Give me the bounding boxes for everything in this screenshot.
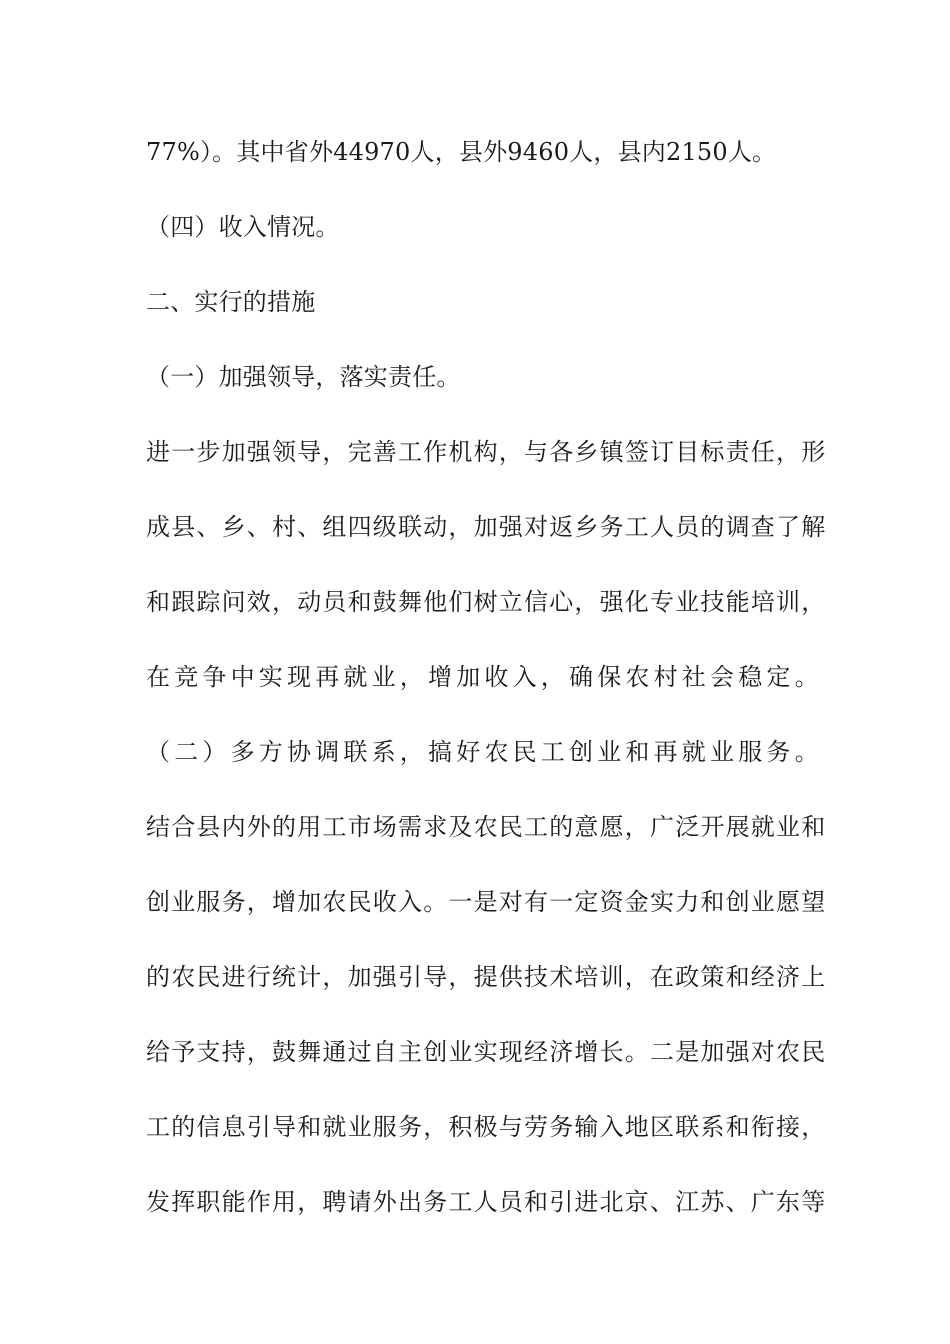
text-line: 和跟踪问效，动员和鼓舞他们树立信心，强化专业技能培训， bbox=[146, 588, 827, 616]
text-line: 工的信息引导和就业服务，积极与劳务输入地区联系和衔接， bbox=[146, 1113, 827, 1141]
text-line: 成县、乡、村、组四级联动，加强对返乡务工人员的调查了解 bbox=[146, 513, 827, 541]
subsection-heading: （一）加强领导，落实责任。 bbox=[146, 363, 461, 391]
text-line: 给予支持，鼓舞通过自主创业实现经济增长。二是加强对农民 bbox=[146, 1038, 827, 1066]
section-heading: （四）收入情况。 bbox=[146, 213, 340, 241]
text-line: 结合县内外的用工市场需求及农民工的意愿，广泛开展就业和 bbox=[146, 813, 827, 841]
text-line: 在竞争中实现再就业，增加收入，确保农村社会稳定。 bbox=[146, 663, 823, 691]
text-line: 创业服务，增加农民收入。一是对有一定资金实力和创业愿望 bbox=[146, 888, 827, 916]
subsection-heading: （二）多方协调联系，搞好农民工创业和再就业服务。 bbox=[146, 738, 823, 766]
section-heading: 二、实行的措施 bbox=[146, 288, 316, 316]
text-line: 发挥职能作用，聘请外出务工人员和引进北京、江苏、广东等 bbox=[146, 1188, 827, 1216]
text-line: 进一步加强领导，完善工作机构，与各乡镇签订目标责任，形 bbox=[146, 438, 827, 466]
text-line: 77%）。其中省外44970人，县外9460人，县内2150人。 bbox=[146, 138, 777, 166]
text-line: 的农民进行统计，加强引导，提供技术培训，在政策和经济上 bbox=[146, 963, 827, 991]
